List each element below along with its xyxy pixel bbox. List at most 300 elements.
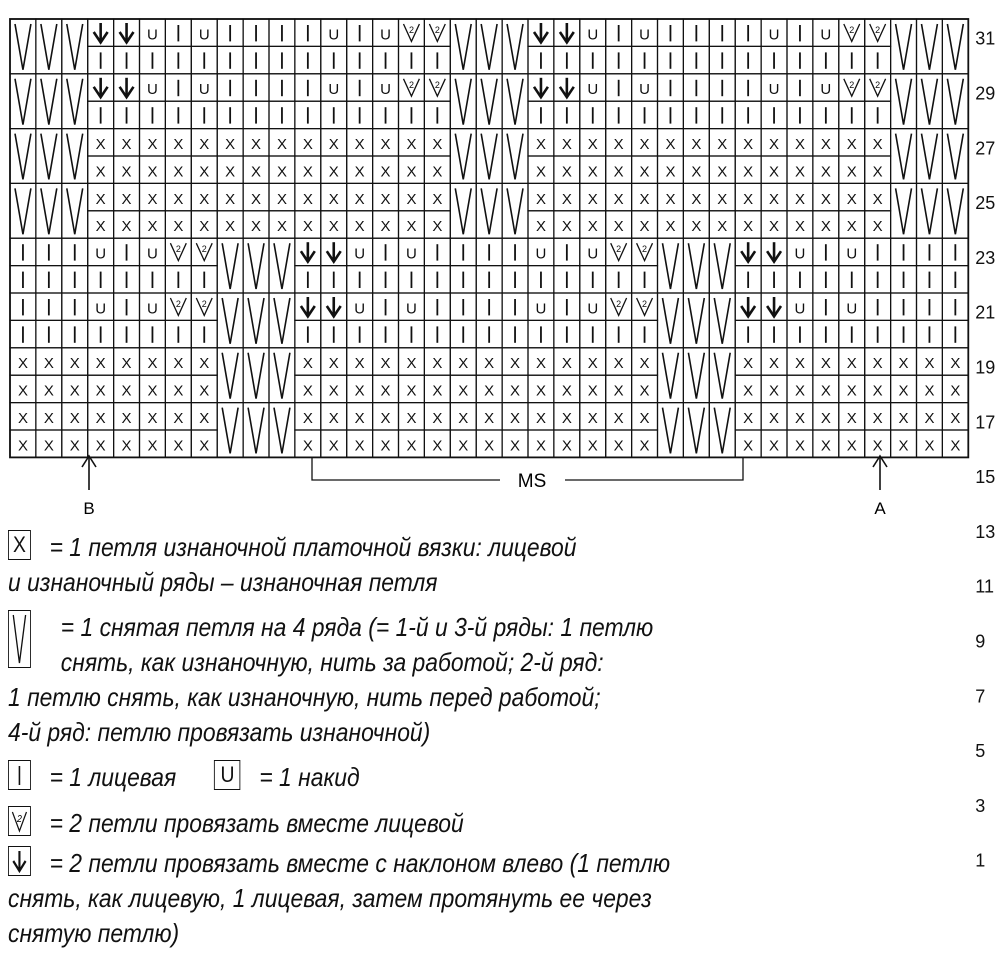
knit-cell [399,101,425,128]
ssk-cell [554,19,580,46]
svg-text:X: X [535,190,546,208]
svg-text:X: X [872,190,883,208]
svg-text:X: X [354,382,365,400]
purl-cell [580,403,606,430]
svg-text:X: X [846,136,857,153]
purl-cell [942,348,968,375]
purl-cell [735,375,761,402]
svg-text:X: X [302,437,313,455]
purl-cell [761,430,787,457]
slip-stitch-cell [450,74,476,129]
purl-cell [917,348,943,375]
ssk-cell [761,238,787,265]
svg-text:X: X [769,355,780,373]
svg-text:X: X [769,218,780,236]
purl-cell [243,156,269,183]
knit-cell [606,101,632,128]
purl-cell [865,403,891,430]
svg-text:U: U [587,26,599,44]
purl-cell [606,183,632,210]
purl-cell [114,183,140,210]
purl-cell [165,156,191,183]
slip-stitch-cell [243,238,269,293]
svg-text:X: X [743,437,754,455]
svg-text:X: X [639,382,650,400]
purl-cell [424,348,450,375]
purl-cell [658,129,684,156]
slip-stitch-cell [269,238,295,293]
purl-cell [295,156,321,183]
knit-cell [735,46,761,73]
purl-cell [865,183,891,210]
svg-text:X: X [302,382,313,400]
svg-text:X: X [95,136,106,153]
ssk-cell [554,74,580,101]
svg-text:U: U [768,26,780,44]
slip-stitch-cell [62,129,88,184]
slip-stitch-cell [891,74,917,129]
svg-text:X: X [121,190,132,208]
svg-text:X: X [328,136,339,153]
knit-cell [165,101,191,128]
purl-cell [191,129,217,156]
slip-stitch-cell [502,19,528,74]
purl-cell [36,403,62,430]
svg-text:X: X [199,190,210,208]
svg-text:X: X [898,355,909,373]
purl-cell [476,403,502,430]
svg-text:X: X [95,410,106,427]
marker-b [82,456,96,518]
purl-cell [502,430,528,457]
knit-cell [476,238,502,265]
purl-cell [450,375,476,402]
slip-stitch-cell [709,348,735,403]
svg-text:X: X [406,136,417,153]
svg-text:X: X [17,410,28,427]
slip-stitch-cell [450,129,476,184]
knit-cell [502,266,528,293]
purl-cell [891,375,917,402]
legend-yo-box: U [214,760,240,790]
knit-cell [813,293,839,320]
svg-text:U: U [198,26,210,44]
svg-text:X: X [380,382,391,400]
svg-text:2: 2 [434,25,440,35]
svg-text:X: X [535,382,546,400]
svg-text:X: X [458,437,469,455]
knit-cell [658,74,684,101]
knit-cell [528,46,554,73]
purl-cell [813,403,839,430]
purl-cell [554,211,580,238]
yarn-over-cell [88,238,114,265]
slip-stitch-cell [243,403,269,458]
purl-cell [140,430,166,457]
knit-cell [891,293,917,320]
legend-slip-text-3: 1 петлю снять, как изнаночную, нить перед работой; [8,682,601,712]
row-number: 13 [975,521,996,542]
knit-cell [942,293,968,320]
purl-cell [424,156,450,183]
purl-cell [917,403,943,430]
svg-text:X: X [484,382,495,400]
purl-cell [813,211,839,238]
ssk-cell [114,74,140,101]
svg-text:X: X [613,136,624,153]
svg-text:X: X [121,437,132,455]
svg-text:2: 2 [849,25,855,35]
purl-cell [683,211,709,238]
svg-text:X: X [743,218,754,236]
knit-cell [88,320,114,347]
svg-text:X: X [147,190,158,208]
svg-text:X: X [69,382,80,400]
marker-b-label: B [83,499,95,518]
svg-text:X: X [302,136,313,153]
knit-cell [787,74,813,101]
purl-cell [865,375,891,402]
purl-cell [399,403,425,430]
knit-cell [735,19,761,46]
purl-cell [632,211,658,238]
legend-slip [8,610,654,747]
svg-text:X: X [846,163,857,181]
row-number: 1 [975,850,986,871]
svg-text:X: X [846,218,857,236]
purl-cell [761,129,787,156]
legend-k2tog-text: = 2 петли провязать вместе лицевой [49,808,464,838]
purl-cell [88,156,114,183]
knit-stitch-icon [9,761,30,789]
knit-cell [373,46,399,73]
svg-text:U: U [328,81,340,99]
yarn-over-cell [88,293,114,320]
purl-cell [347,129,373,156]
knit-cell [424,293,450,320]
knit-cell [606,320,632,347]
svg-text:X: X [380,163,391,181]
purl-cell [554,348,580,375]
purl-cell [787,129,813,156]
slip-stitch-cell [502,183,528,238]
knit-cell [373,293,399,320]
purl-cell [813,375,839,402]
ssk-cell [88,74,114,101]
svg-text:X: X [173,410,184,427]
knit-cell [243,46,269,73]
purl-cell [140,129,166,156]
slip-stitch-cell [217,403,243,458]
purl-cell [580,156,606,183]
svg-text:X: X [173,355,184,373]
svg-text:U: U [354,245,366,263]
svg-text:X: X [276,190,287,208]
svg-text:X: X [639,218,650,236]
purl-cell [165,348,191,375]
svg-text:U: U [768,81,780,99]
svg-text:X: X [95,382,106,400]
purl-cell [347,156,373,183]
slip-stitch-cell [62,183,88,238]
knit-cell [140,266,166,293]
purl-cell [632,348,658,375]
purl-cell [942,430,968,457]
svg-text:X: X [432,136,443,153]
k2tog-cell [839,74,865,101]
knit-cell [36,266,62,293]
knit-cell [735,266,761,293]
slip-stitch-cell [891,183,917,238]
purl-cell [10,348,36,375]
purl-cell [735,183,761,210]
svg-text:U: U [535,245,547,263]
svg-text:U: U [587,245,599,263]
svg-text:X: X [639,355,650,373]
svg-text:2: 2 [616,244,622,255]
purl-cell [347,211,373,238]
svg-text:X: X [95,355,106,373]
svg-text:X: X [639,136,650,153]
knit-cell [243,101,269,128]
knit-cell [373,238,399,265]
svg-text:U: U [639,81,650,99]
purl-cell [735,430,761,457]
purl-cell [813,183,839,210]
svg-text:X: X [924,410,935,427]
knit-cell [658,101,684,128]
purl-cell [373,375,399,402]
purl-cell [191,403,217,430]
svg-text:X: X [251,136,262,153]
svg-text:X: X [820,410,831,427]
knit-cell [424,238,450,265]
knit-cell [787,19,813,46]
yarn-over-cell [140,74,166,101]
legend-slip-text-4: 4-й ряд: петлю провязать изнаночной) [8,717,431,747]
slip-stitch-cell [217,348,243,403]
knit-cell [62,293,88,320]
svg-text:X: X [276,136,287,153]
svg-text:X: X [924,437,935,455]
purl-cell [476,348,502,375]
purl-cell [140,403,166,430]
legend-purl [8,530,576,600]
svg-text:X: X [199,136,210,153]
svg-text:X: X [328,218,339,236]
purl-cell [787,183,813,210]
svg-text:X: X [820,136,831,153]
svg-text:X: X [846,437,857,455]
purl-cell [683,183,709,210]
slip-stitch-cell [683,348,709,403]
svg-text:X: X [69,437,80,455]
knit-cell [476,266,502,293]
knit-cell [476,293,502,320]
slip-stitch-cell [658,238,684,293]
svg-text:X: X [43,382,54,400]
purl-cell [735,211,761,238]
purl-cell [709,156,735,183]
knit-cell [606,74,632,101]
knit-cell [373,101,399,128]
purl-cell [839,211,865,238]
svg-text:X: X [613,355,624,373]
purl-cell [813,348,839,375]
legend-slip-text-1: = 1 снятая петля на 4 ряда (= 1-й и 3-й ряды: 1 петлю [60,612,654,642]
purl-cell [321,348,347,375]
svg-text:X: X [587,218,598,236]
purl-cell [787,375,813,402]
legend-k2tog [8,806,464,841]
knit-cell [321,266,347,293]
svg-text:X: X [794,382,805,400]
svg-text:X: X [95,163,106,181]
svg-text:X: X [872,136,883,153]
purl-cell [606,348,632,375]
knit-cell [217,101,243,128]
purl-cell [88,348,114,375]
svg-text:X: X [121,136,132,153]
legend-purl-box: X [8,530,31,560]
row-number: 15 [975,467,996,488]
purl-cell [761,183,787,210]
repeat-label: MS [517,471,547,492]
purl-cell [891,348,917,375]
yarn-over-cell [839,238,865,265]
svg-text:X: X [872,437,883,455]
svg-text:X: X [17,355,28,373]
svg-text:X: X [121,163,132,181]
purl-cell [114,403,140,430]
purl-cell [424,211,450,238]
knit-cell [347,74,373,101]
svg-text:X: X [794,163,805,181]
slip-stitch-cell [269,403,295,458]
knit-cell [295,320,321,347]
ssk-cell [88,19,114,46]
purl-cell [502,403,528,430]
purl-cell [554,156,580,183]
svg-text:X: X [225,136,236,153]
knit-cell [114,266,140,293]
slip-stitch-cell [10,19,36,74]
svg-text:X: X [328,410,339,427]
purl-cell [62,430,88,457]
knit-cell [580,320,606,347]
svg-text:X: X [846,190,857,208]
svg-text:X: X [820,218,831,236]
knit-cell [347,320,373,347]
knit-cell [114,46,140,73]
ssk-cell [295,293,321,320]
row-number: 19 [975,357,996,378]
slip-stitch-cell [476,183,502,238]
purl-cell [295,183,321,210]
purl-cell [295,211,321,238]
slip-stitch-cell [891,19,917,74]
purl-cell [347,375,373,402]
svg-text:X: X [872,355,883,373]
purl-cell [942,403,968,430]
svg-text:X: X [432,437,443,455]
purl-cell [606,129,632,156]
purl-cell [373,183,399,210]
knit-cell [269,19,295,46]
svg-text:X: X [950,355,961,373]
svg-text:X: X [173,437,184,455]
knit-cell [450,266,476,293]
svg-text:U: U [406,245,417,263]
slip-stitch-cell [36,129,62,184]
purl-cell [424,183,450,210]
knit-cell [839,266,865,293]
svg-text:U: U [794,300,806,318]
svg-text:2: 2 [175,244,181,255]
svg-text:X: X [846,382,857,400]
purl-cell [165,211,191,238]
svg-text:X: X [380,437,391,455]
slip-stitch-cell [942,129,968,184]
svg-text:X: X [561,163,572,181]
purl-cell [865,348,891,375]
knit-cell [424,101,450,128]
purl-cell [399,156,425,183]
slip-stitch-cell [36,74,62,129]
purl-cell [399,348,425,375]
row-number: 7 [975,686,986,707]
svg-text:X: X [458,410,469,427]
yarn-over-cell [761,19,787,46]
slip-stitch-cell [36,183,62,238]
purl-cell [580,211,606,238]
knit-cell [243,19,269,46]
knit-cell [165,46,191,73]
yarn-over-cell [632,19,658,46]
svg-text:2: 2 [408,79,414,90]
knit-cell [761,320,787,347]
slip-stitch-cell [10,129,36,184]
k2tog-cell [165,293,191,320]
svg-text:X: X [380,410,391,427]
slip-stitch-cell [658,348,684,403]
svg-text:X: X [432,190,443,208]
knit-cell [865,320,891,347]
k2tog-cell [191,293,217,320]
ssk-cell [321,238,347,265]
row-number: 29 [975,83,996,104]
svg-text:X: X [432,382,443,400]
purl-cell [839,156,865,183]
purl-cell [891,403,917,430]
purl-cell [865,156,891,183]
knit-cell [114,238,140,265]
slip-stitch-cell [709,238,735,293]
svg-text:X: X [769,437,780,455]
svg-text:2: 2 [16,812,22,825]
purl-cell [424,375,450,402]
svg-text:2: 2 [434,79,440,90]
ssk-cell [114,19,140,46]
knit-cell [528,320,554,347]
purl-cell [865,211,891,238]
svg-text:U: U [406,300,417,318]
purl-cell [140,348,166,375]
svg-text:X: X [691,190,702,208]
knit-cell [191,266,217,293]
yarn-over-cell [191,19,217,46]
svg-text:X: X [846,410,857,427]
